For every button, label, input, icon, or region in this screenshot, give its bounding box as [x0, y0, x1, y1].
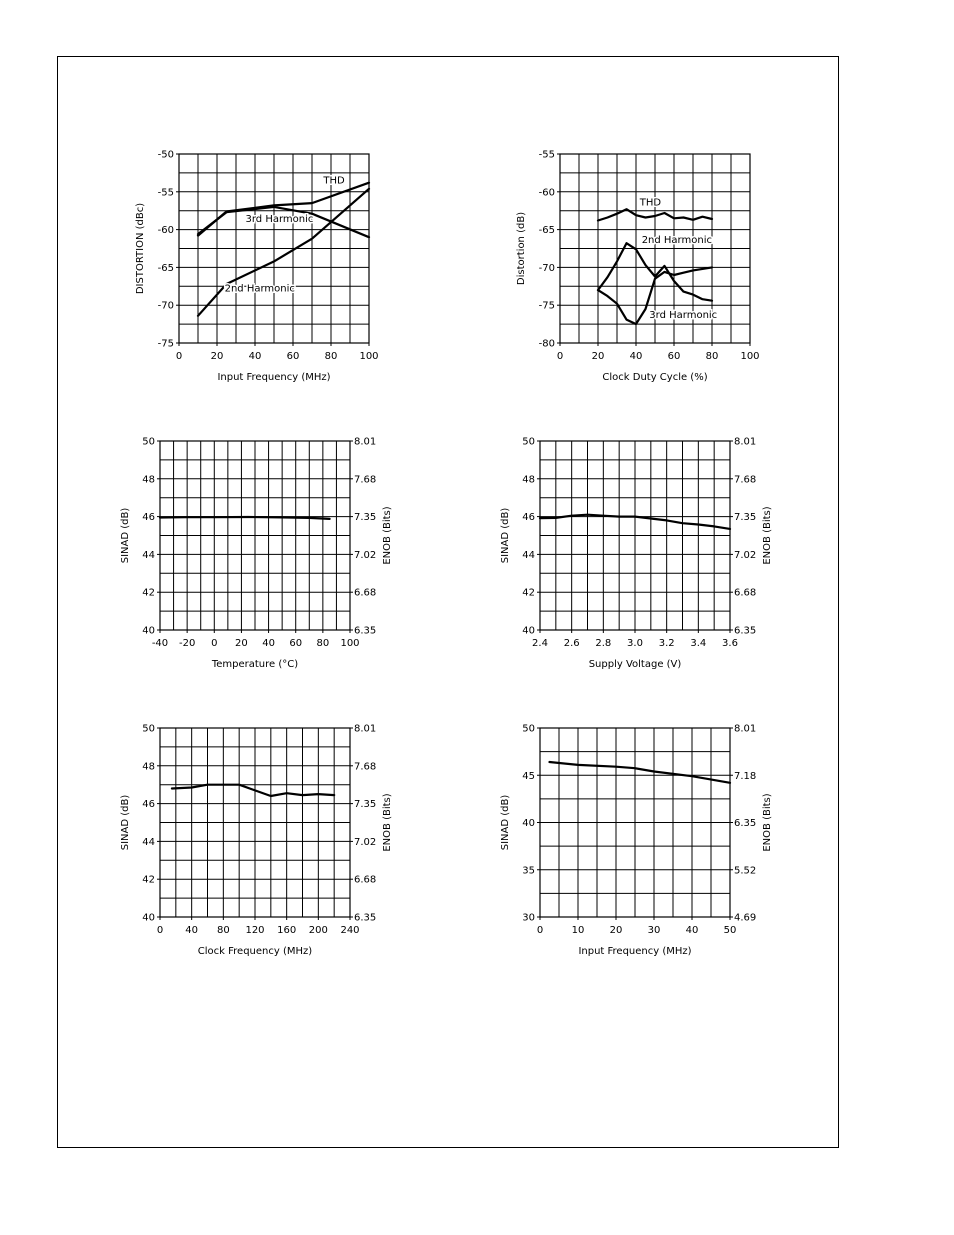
y-tick-label: 30 — [522, 912, 535, 924]
x-tick-label: 100 — [340, 638, 360, 649]
y2-tick-label: 7.02 — [734, 549, 757, 561]
y2-tick-label: 6.68 — [354, 874, 377, 886]
x-tick-label: 60 — [286, 351, 300, 362]
x-tick-label: 80 — [324, 351, 338, 362]
x-tick-label: 0 — [536, 925, 544, 936]
x-tick-label: 40 — [685, 925, 699, 936]
y-tick-label: -55 — [157, 187, 174, 199]
y-tick-label: 40 — [522, 818, 535, 829]
y-tick-label: 44 — [142, 836, 155, 848]
series-line-data — [550, 762, 731, 783]
x-tick-label: 0 — [556, 351, 564, 362]
x-tick-label: -20 — [178, 638, 196, 649]
y-axis-label: SINAD (dB) — [500, 507, 511, 564]
x-tick-label: 240 — [340, 925, 360, 936]
y-tick-label: -65 — [157, 262, 174, 274]
x-tick-label: 20 — [591, 351, 605, 362]
y-tick-label: 44 — [522, 549, 535, 561]
x-tick-label: 0 — [175, 351, 183, 362]
y-tick-label: 42 — [142, 587, 155, 599]
y-axis-label: SINAD (dB) — [500, 794, 511, 851]
y2-axis-label: ENOB (Bits) — [762, 506, 773, 565]
y2-tick-label: 7.68 — [734, 474, 757, 486]
y2-tick-label: 6.68 — [354, 587, 377, 599]
x-axis-label: Clock Duty Cycle (%) — [602, 372, 708, 383]
y-tick-label: 46 — [522, 512, 535, 524]
y-tick-label: 42 — [522, 587, 535, 599]
y-tick-label: 40 — [142, 625, 155, 637]
x-tick-label: 40 — [185, 925, 199, 936]
series-label-thd: THD — [323, 175, 345, 187]
y-tick-label: 46 — [142, 512, 155, 524]
x-tick-label: 160 — [277, 925, 297, 936]
x-axis-label: Supply Voltage (V) — [588, 659, 682, 670]
y-axis-label: SINAD (dB) — [120, 507, 131, 564]
y2-tick-label: 6.68 — [734, 587, 757, 599]
y-tick-label: 50 — [522, 436, 535, 448]
x-tick-label: 80 — [216, 925, 230, 936]
y-tick-label: -80 — [538, 338, 555, 350]
x-tick-label: 40 — [262, 638, 275, 649]
y-tick-label: 35 — [522, 865, 535, 877]
y2-tick-label: 4.69 — [734, 912, 757, 924]
y2-tick-label: 7.68 — [354, 474, 377, 486]
y-tick-label: -75 — [538, 300, 555, 312]
y2-axis-label: ENOB (Bits) — [382, 506, 393, 565]
y-tick-label: 45 — [522, 770, 535, 782]
y-tick-label: 44 — [142, 549, 155, 561]
x-tick-label: 80 — [316, 638, 330, 649]
y2-tick-label: 7.35 — [354, 512, 377, 524]
y-tick-label: 48 — [522, 474, 535, 486]
y2-tick-label: 7.02 — [354, 549, 377, 561]
x-tick-label: 3.4 — [690, 638, 707, 649]
x-tick-label: 2.8 — [595, 638, 612, 649]
y-tick-label: 40 — [142, 912, 155, 924]
y2-tick-label: 6.35 — [734, 818, 757, 829]
y-tick-label: 48 — [142, 474, 155, 486]
y2-tick-label: 7.68 — [354, 761, 377, 773]
y2-tick-label: 6.35 — [354, 912, 377, 924]
x-tick-label: 3.2 — [658, 638, 675, 649]
y-tick-label: -70 — [538, 262, 555, 274]
x-tick-label: 30 — [647, 925, 661, 936]
x-tick-label: 40 — [629, 351, 643, 362]
x-tick-label: 2.4 — [532, 638, 548, 649]
x-tick-label: 60 — [289, 638, 303, 649]
y2-tick-label: 6.35 — [734, 625, 757, 637]
y2-tick-label: 8.01 — [354, 723, 377, 735]
x-tick-label: 40 — [248, 351, 262, 362]
y-tick-label: -75 — [157, 338, 174, 350]
y-tick-label: -60 — [157, 225, 174, 237]
y2-tick-label: 6.35 — [354, 625, 377, 637]
x-axis-label: Input Frequency (MHz) — [578, 946, 692, 957]
y2-tick-label: 7.18 — [734, 770, 757, 782]
y-tick-label: -55 — [538, 149, 555, 161]
x-tick-label: 0 — [211, 638, 218, 649]
x-axis-label: Temperature (°C) — [211, 659, 299, 670]
x-tick-label: 0 — [156, 925, 164, 936]
y-axis-label: Distortion (dB) — [516, 211, 527, 286]
y-tick-label: 40 — [522, 625, 535, 637]
y2-tick-label: 8.01 — [734, 436, 757, 448]
y-tick-label: 50 — [142, 436, 155, 448]
x-tick-label: 80 — [705, 351, 719, 362]
series-label-3rd-harmonic: 3rd Harmonic — [649, 310, 718, 322]
y2-tick-label: 8.01 — [354, 436, 377, 448]
y-axis-label: DISTORTION (dBc) — [135, 202, 146, 295]
x-tick-label: 200 — [308, 925, 328, 936]
x-tick-label: 3.0 — [627, 638, 643, 649]
series-label-3rd-harmonic: 3rd Harmonic — [245, 214, 314, 226]
y2-tick-label: 7.02 — [354, 836, 377, 848]
series-label-2nd-harmonic: 2nd Harmonic — [224, 283, 295, 295]
y2-tick-label: 8.01 — [734, 723, 757, 735]
y2-tick-label: 5.52 — [734, 865, 757, 877]
series-label-2nd-harmonic: 2nd Harmonic — [641, 235, 712, 247]
y-tick-label: -65 — [538, 225, 555, 237]
y-tick-label: 50 — [522, 723, 535, 735]
y-axis-label: SINAD (dB) — [120, 794, 131, 851]
x-axis-label: Clock Frequency (MHz) — [197, 946, 313, 957]
y-tick-label: -50 — [157, 149, 174, 161]
y2-axis-label: ENOB (Bits) — [762, 793, 773, 852]
y2-tick-label: 7.35 — [734, 512, 757, 524]
y-tick-label: 46 — [142, 799, 155, 811]
x-tick-label: 20 — [210, 351, 224, 362]
y-tick-label: -60 — [538, 187, 555, 199]
x-axis-label: Input Frequency (MHz) — [217, 372, 331, 383]
x-tick-label: 20 — [609, 925, 623, 936]
y-tick-label: 48 — [142, 761, 155, 773]
series-label-thd: THD — [639, 197, 662, 209]
y-tick-label: -70 — [157, 300, 174, 312]
y2-axis-label: ENOB (Bits) — [382, 793, 393, 852]
y-tick-label: 42 — [142, 874, 155, 886]
x-tick-label: 120 — [245, 925, 265, 936]
x-tick-label: 100 — [359, 351, 379, 362]
x-tick-label: 2.6 — [563, 638, 580, 649]
x-tick-label: 60 — [667, 351, 681, 362]
x-tick-label: 10 — [571, 925, 585, 936]
x-tick-label: 3.6 — [722, 638, 738, 649]
y-tick-label: 50 — [142, 723, 155, 735]
x-tick-label: 50 — [723, 925, 737, 936]
x-tick-label: 100 — [740, 351, 760, 362]
x-tick-label: 20 — [235, 638, 248, 649]
x-tick-label: -40 — [151, 638, 169, 649]
y2-tick-label: 7.35 — [354, 799, 377, 811]
